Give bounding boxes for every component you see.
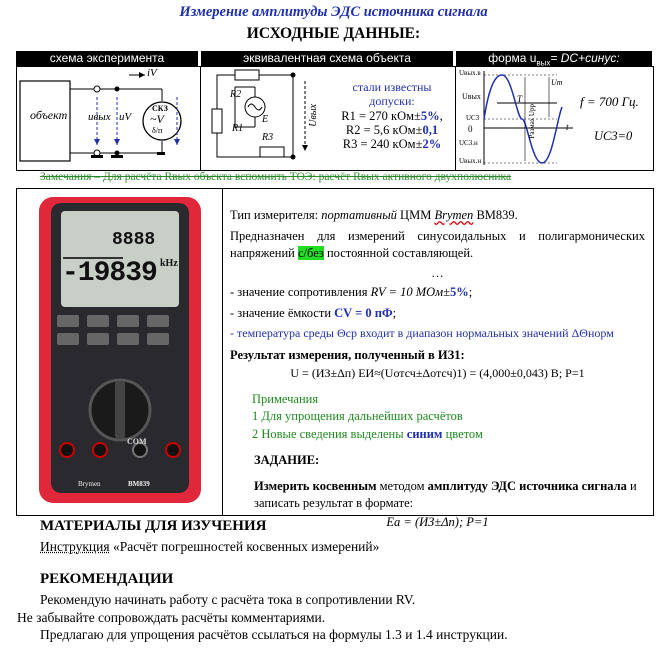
materials-heading: МАТЕРИАЛЫ ДЛЯ ИЗУЧЕНИЯ [40,518,267,534]
range-label: Размах Uрр [528,104,536,139]
recommendation-1: Рекомендую начинать работу с расчёта тока в сопротивлении RV. [40,592,416,607]
recommendation-3: Предлагаю для упрощения расчётов ссылаться на формулы 1.3 и 1.4 инструкции. [40,627,508,642]
u-out-equiv-label: Uвых [308,104,319,127]
y-label-u-min: Uвых.н [459,157,482,165]
task-heading: ЗАДАНИЕ: [254,453,320,467]
time-axis-label: t [566,122,569,132]
page-title: Измерение амплитуды ЭДС источника сигнала [179,4,488,20]
u-v-label: uV [119,111,132,123]
y-label-zero: 0 [468,124,473,134]
meter-rms-label: СКЗ [152,104,168,113]
frequency: f = 700 Гц. [580,94,639,109]
materials-link[interactable]: Инструкция «Расчёт погрешностей косвенных измерений» [40,539,380,554]
note-1: 1 Для упрощения дальнейших расчётов [252,409,463,423]
divider [222,188,223,515]
brand-label: Brymen [78,480,101,488]
tolerance-r2: R2 = 5,6 кОм±0,1 [345,123,439,137]
temperature-line: - температура среды Θср входит в диапазон нормальных значений ΔΘнорм [230,326,614,340]
tolerances-block [332,80,452,151]
note-2: 2 Новые сведения выделены синим цветом [252,426,483,441]
notes-title: Примечания [252,391,319,406]
capacitance-line: - значение ёмкости CV = 0 пФ; [230,305,397,320]
r3-label: R3 [262,132,274,143]
display-small: 8888 [112,230,156,250]
dc-component: UС3=0 [594,129,633,143]
task-text: Измерить косвенным методом амплитуду ЭДС источника сигнала и записать результат в формате: [254,478,637,510]
model-label: BM839 [128,480,150,488]
tolerance-r1: R1 = 270 кОм±5%, [341,109,443,123]
u-out-label: uвых [88,111,111,123]
ellipsis: … [431,265,444,280]
divider [455,66,456,170]
description-block [230,207,645,531]
recommendation-2: Не забывайте сопровождать расчёты комментариями. [17,610,326,625]
r1-label: R1 [232,123,244,134]
y-label-uc3-low: UС3.н [459,139,478,147]
object-label: объект [30,108,68,122]
y-label-uc3: UС3 [466,114,480,122]
header-scheme: схема эксперимента [16,51,198,66]
e-label: E [262,114,269,125]
page-subtitle: ИСХОДНЫЕ ДАННЫЕ: [246,25,421,42]
display-main: -19839 [62,258,157,289]
com-label: COM [127,437,147,446]
task-formula: Ea = (ИЗ±Δп); P=1 [386,514,489,529]
display-unit: kHz [160,258,178,269]
tolerance-heading-2: допуски: [369,94,415,108]
meter-bottom-label: δ/п [152,126,163,135]
divider [200,66,201,170]
tolerance-r3: R3 = 240 кОм±2% [342,137,442,151]
meter-type: Тип измерителя: портативный ЦММ Brymen BM839. [230,208,518,222]
result-formula: U = (ИЗ±Δп) ЕИ≈(Uотсч±Δотсч)1) = (4,000±0,043) В; P=1 [290,366,585,380]
recommendations-heading: РЕКОМЕНДАЦИИ [40,571,174,587]
remark-strikethrough: Замечания – Для расчёта Rвых объекта вспомнить ТОЭ: расчёт Rвых активного двухполюсника [40,171,512,183]
period-label: T [517,94,523,104]
um-label: Um [551,78,563,87]
meter-v-label: ~V [150,112,164,126]
y-label-u-out: Uвых [462,92,481,101]
header-equivalent: эквивалентная схема объекта [201,51,453,66]
meter-purpose: Предназначен для измерений синусоидальных и полигармонических напряжений с/без постоянной составляющей. [230,228,645,260]
header-waveform: форма $u_{вых}=$ DC+синус: [456,51,652,66]
r2-label: R2 [230,89,242,100]
result-heading: Результат измерения, полученный в ИЗ1: [230,347,465,362]
resistance-line: - значение сопротивления RV = 10 МОм±5%; [230,285,473,299]
y-label-u-max: Uвых.в [459,69,481,77]
tolerance-heading-1: стали известны [352,80,432,94]
i-v-label: iV [147,67,157,79]
